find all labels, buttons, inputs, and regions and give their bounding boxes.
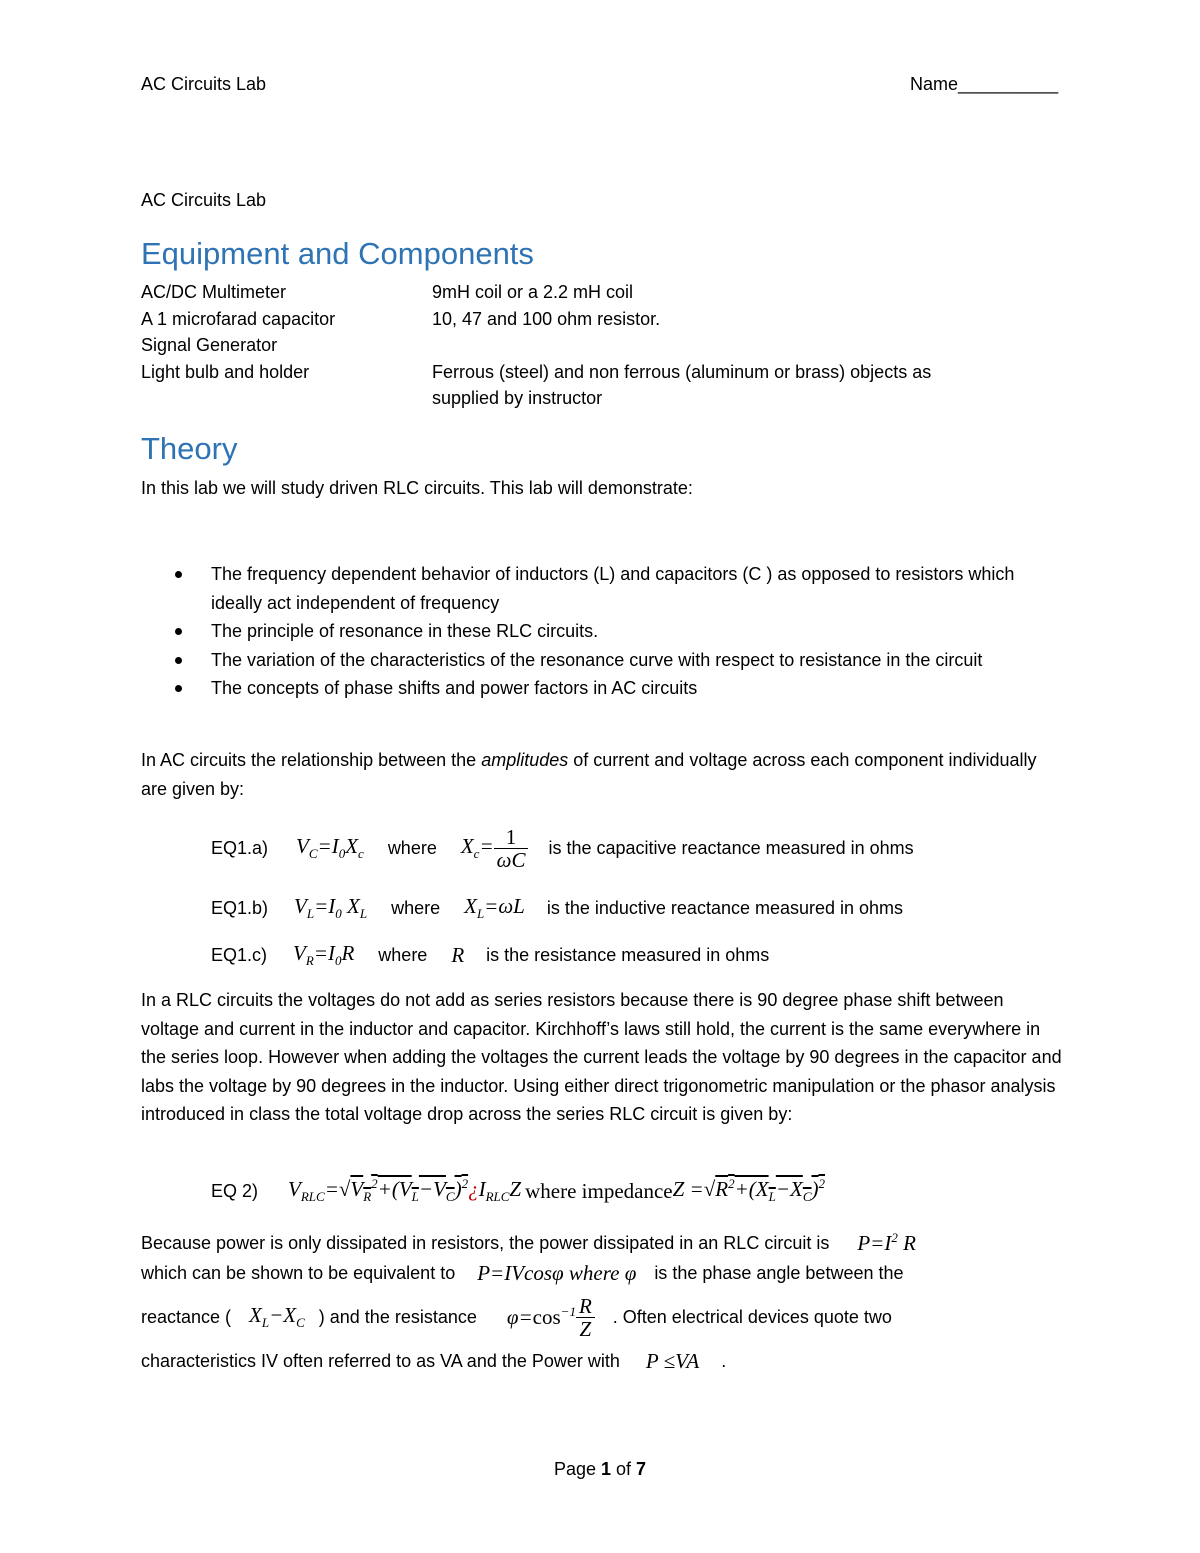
equipment-list-left — [141, 279, 335, 385]
amplitudes-paragraph — [141, 746, 1061, 803]
equation-formula: $Z =√R^2+(X_L-X_C)^2$ — [672, 1176, 825, 1205]
equation-formula: $X_c=$ — [460, 833, 494, 862]
equation-formula: P ≤VA — [645, 1348, 700, 1373]
header-title: AC Circuits Lab — [141, 74, 267, 94]
list-item — [141, 674, 1041, 703]
equipment-item: Ferrous (steel) and non ferrous (aluminum or brass) objects as — [432, 361, 932, 382]
rlc-paragraph: In a RLC circuits the voltages do not add as series resistors because there is 90 degree phase shift between voltage and current in the inductor and capacitor. Kirchhoff’s laws still hold, the current is the same everywhere in the series loop. However when adding the voltages the current leads the voltage by 90 degrees in the capacitor and labs the voltage by 90 degrees in the inductor. Using either direct trigonometric manipulation or the phasor analysis introduced in class the total voltage drop across the series RLC circuit is given by: — [141, 990, 1062, 1124]
header-name-field: Name__________ — [910, 74, 1059, 94]
theory-intro: In this lab we will study driven RLC circuits. This lab will demonstrate: — [141, 478, 693, 498]
equation-description: is the inductive reactance measured in ohms — [546, 898, 904, 918]
equation-variable: R — [451, 942, 465, 967]
equation-formula: $V_L=I_0$ $X_L$ — [294, 893, 368, 922]
paragraph-text: . — [721, 1351, 727, 1371]
where-text: where — [378, 945, 428, 965]
equation-formula: P=IVcosφ where φ — [477, 1260, 637, 1285]
paragraph-text: Because power is only dissipated in resistors, the power dissipated in an RLC circuit is — [141, 1233, 830, 1253]
equation-formula: $X_L-X_C$ — [249, 1302, 305, 1331]
paragraph-text: is the phase angle between the — [654, 1263, 904, 1283]
bullet-icon — [175, 628, 182, 635]
page-footer — [0, 1459, 1200, 1480]
equipment-item: supplied by instructor — [432, 388, 603, 408]
equation-label: EQ1.b) — [211, 898, 269, 918]
equipment-item: Light bulb and holder — [141, 361, 310, 382]
equation-label: EQ1.a) — [211, 838, 269, 858]
doc-title: AC Circuits Lab — [141, 190, 267, 210]
equation-label: EQ1.c) — [211, 945, 268, 965]
power-line-3 — [141, 1291, 892, 1343]
equipment-heading: Equipment and Components — [141, 236, 534, 271]
where-text: where — [391, 898, 441, 918]
equation-1b — [211, 893, 903, 923]
equation-description: is the resistance measured in ohms — [486, 945, 770, 965]
theory-heading: Theory — [141, 431, 238, 466]
bullet-text: The frequency dependent behavior of inductors (L) and capacitors (C ) as opposed to resistors which ideally act independent of frequency — [211, 564, 1015, 613]
theory-bullet-list — [141, 560, 1041, 703]
power-line-1 — [141, 1228, 916, 1258]
bullet-text: The principle of resonance in these RLC circuits. — [211, 621, 599, 641]
equipment-item: 10, 47 and 100 ohm resistor. — [432, 308, 661, 329]
paragraph-text: which can be shown to be equivalent to — [141, 1263, 456, 1283]
paragraph-text: characteristics IV often referred to as VA and the Power with — [141, 1351, 620, 1371]
list-item — [141, 617, 1041, 646]
equation-1c — [211, 940, 769, 970]
page-number: 1 — [601, 1459, 612, 1479]
paragraph-text: In AC circuits the relationship between the — [141, 750, 482, 770]
equipment-item: Signal Generator — [141, 335, 278, 355]
where-text: where — [387, 838, 437, 858]
equation-formula: $V_C=I_0X_c$ — [296, 833, 364, 862]
list-item — [141, 560, 1041, 617]
fraction: $\frac{1}{\omega C}$ — [494, 826, 529, 871]
equation-formula: $\varphi=\cos^{-1}$ — [506, 1304, 576, 1329]
equation-where-text: where impedance — [525, 1178, 673, 1203]
fraction: $\frac{R}{Z}$ — [576, 1295, 595, 1340]
paragraph-text: reactance ( — [141, 1307, 232, 1327]
page-total: 7 — [636, 1459, 647, 1479]
power-line-2 — [141, 1258, 904, 1288]
bullet-icon — [175, 571, 182, 578]
equation-1a — [211, 818, 914, 878]
power-line-4 — [141, 1346, 726, 1376]
equipment-item — [432, 332, 931, 359]
equation-formula: $P=I^2$ R — [857, 1230, 916, 1255]
emphasis-text: amplitudes — [481, 750, 569, 770]
equation-description: is the capacitive reactance measured in ohms — [548, 838, 914, 858]
equipment-list-right — [432, 279, 931, 412]
equipment-item: AC/DC Multimeter — [141, 282, 287, 302]
equation-formula: $V_{RLC}=√V_R^2+(V_L-V_C)^2¿I_{RLC}Z$ — [288, 1176, 522, 1205]
equation-label: EQ 2) — [211, 1181, 259, 1201]
of-word: of — [611, 1459, 637, 1479]
equation-formula: $V_R=I_0R$ — [293, 940, 355, 969]
bullet-text: The concepts of phase shifts and power factors in AC circuits — [211, 678, 698, 698]
equation-formula: $X_L=\omega L$ — [464, 893, 525, 922]
paragraph-text: of current and voltage across each component individually are given by: — [141, 750, 1037, 799]
equipment-item: 9mH coil or a 2.2 mH coil — [432, 282, 634, 302]
paragraph-text: . Often electrical devices quote two — [612, 1307, 892, 1327]
paragraph-text: ) and the resistance — [318, 1307, 477, 1327]
bullet-icon — [175, 685, 182, 692]
equipment-item: A 1 microfarad capacitor — [141, 308, 336, 329]
bullet-text: The variation of the characteristics of the resonance curve with respect to resistance in the circuit — [211, 649, 983, 670]
list-item — [141, 646, 1041, 675]
page-word: Page — [553, 1459, 601, 1479]
equation-2 — [211, 1173, 825, 1209]
bullet-icon — [175, 657, 182, 664]
